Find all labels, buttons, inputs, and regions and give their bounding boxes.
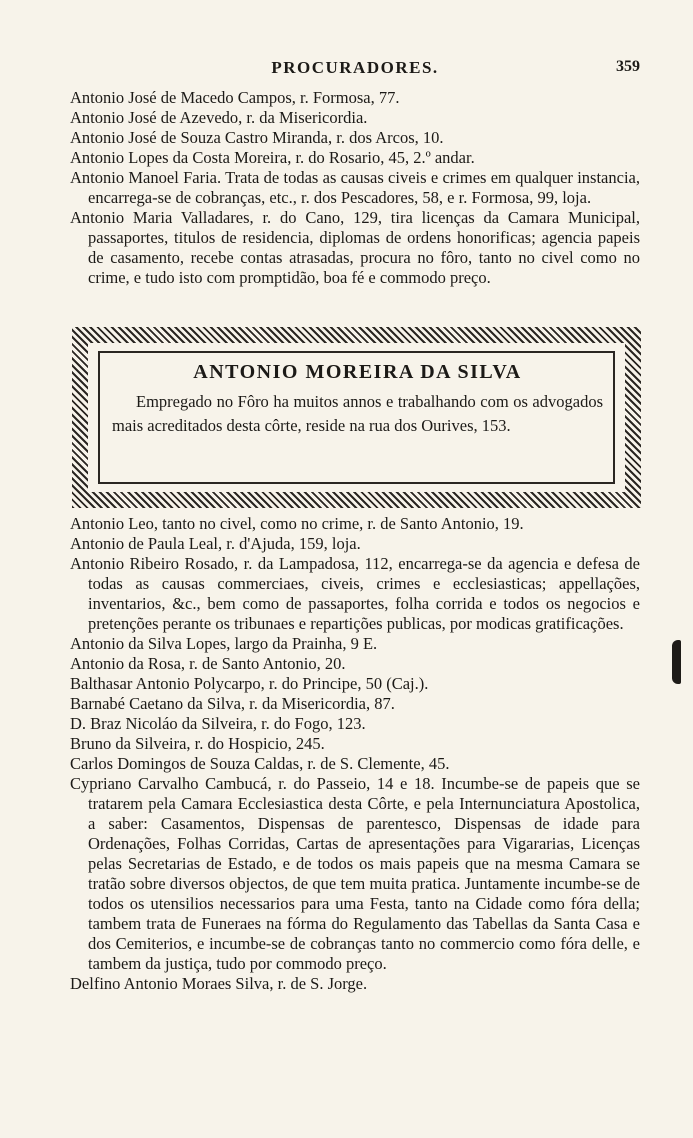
list-item: Antonio Leo, tanto no civel, como no crime, r. de Santo Antonio, 19. <box>70 514 524 533</box>
list-item: Antonio Lopes da Costa Moreira, r. do Rosario, 45, 2.º andar. <box>70 148 475 167</box>
list-item: Carlos Domingos de Souza Caldas, r. de S. Clemente, 45. <box>70 754 450 773</box>
list-item: Antonio José de Souza Castro Miranda, r. dos Arcos, 10. <box>70 128 444 147</box>
list-item: Antonio José de Macedo Campos, r. Formosa, 77. <box>70 88 400 107</box>
list-item: Antonio Maria Valladares, r. do Cano, 129, tira licenças da Camara Municipal, passaportes, titulos de residencia, diplomas de ordens honorificas; agencia papeis de casamento, recebe contas atrasadas, procura no fôro, tanto no civel como no crime, e tudo isto com promptidão, boa fé e commodo preço. <box>70 208 640 287</box>
list-item: D. Braz Nicoláo da Silveira, r. do Fogo, 123. <box>70 714 366 733</box>
list-item: Antonio Manoel Faria. Trata de todas as causas civeis e crimes em qualquer instancia, encarrega-se de cobranças, etc., r. dos Pescadores, 58, e r. Formosa, 99, loja. <box>70 168 640 207</box>
advertisement-inner <box>98 351 615 484</box>
advertisement-title: ANTONIO MOREIRA DA SILVA <box>193 361 522 383</box>
list-item: Antonio José de Azevedo, r. da Misericordia. <box>70 108 368 127</box>
margin-ink-mark <box>672 640 681 684</box>
list-item: Bruno da Silveira, r. do Hospicio, 245. <box>70 734 325 753</box>
list-item: Cypriano Carvalho Cambucá, r. do Passeio, 14 e 18. Incumbe-se de papeis que se tratarem pela Camara Ecclesiastica desta Côrte, e pela Internunciatura Apostolica, a saber: Casamentos, Dispensas de parentesco, Dispensas de idade para Ordenações, Folhas Corridas, Cartas de apresentações para Vigararias, Licenças pelas Secretarias de Estado, e de todos os mais papeis que na mesma Camara se tratão sobre diversos objectos, de que tem muita pratica. Juntamente incumbe-se de todos os utensilios necessarios para uma Festa, tanto na Cidade como fóra della; tambem trata de Funeraes na fórma do Regulamento das Tabellas da Santa Casa e dos Cemiterios, e incumbe-se de cobranças tanto no commercio como fóra delle, e tambem da justiça, tudo por commodo preço. <box>70 774 640 973</box>
list-item: Delfino Antonio Moraes Silva, r. de S. Jorge. <box>70 974 368 993</box>
running-head <box>70 58 640 82</box>
list-item: Antonio de Paula Leal, r. d'Ajuda, 159, loja. <box>70 534 361 553</box>
entries-bottom <box>70 514 640 994</box>
list-item: Antonio Ribeiro Rosado, r. da Lampadosa, 112, encarrega-se da agencia e defesa de todas as causas commerciaes, civeis, crimes e ecclesiasticas; appellações, inventarios, &c., bem como de passaportes, folha corrida e todos os negocios e pretenções perante os tribunaes e repartições publicas, por modicas gratificações. <box>70 554 640 633</box>
list-item: Balthasar Antonio Polycarpo, r. do Principe, 50 (Caj.). <box>70 674 429 693</box>
entries-top <box>70 88 640 288</box>
list-item: Antonio da Silva Lopes, largo da Prainha, 9 E. <box>70 634 378 653</box>
advertisement-text: Empregado no Fôro ha muitos annos e trabalhando com os advogados mais acreditados desta côrte, reside na rua dos Ourives, 153. <box>112 392 603 435</box>
list-item: Antonio da Rosa, r. de Santo Antonio, 20. <box>70 654 346 673</box>
page-title: PROCURADORES. <box>271 58 439 77</box>
list-item: Barnabé Caetano da Silva, r. da Misericordia, 87. <box>70 694 395 713</box>
advertisement-box <box>72 327 641 508</box>
page-number: 359 <box>616 58 640 75</box>
